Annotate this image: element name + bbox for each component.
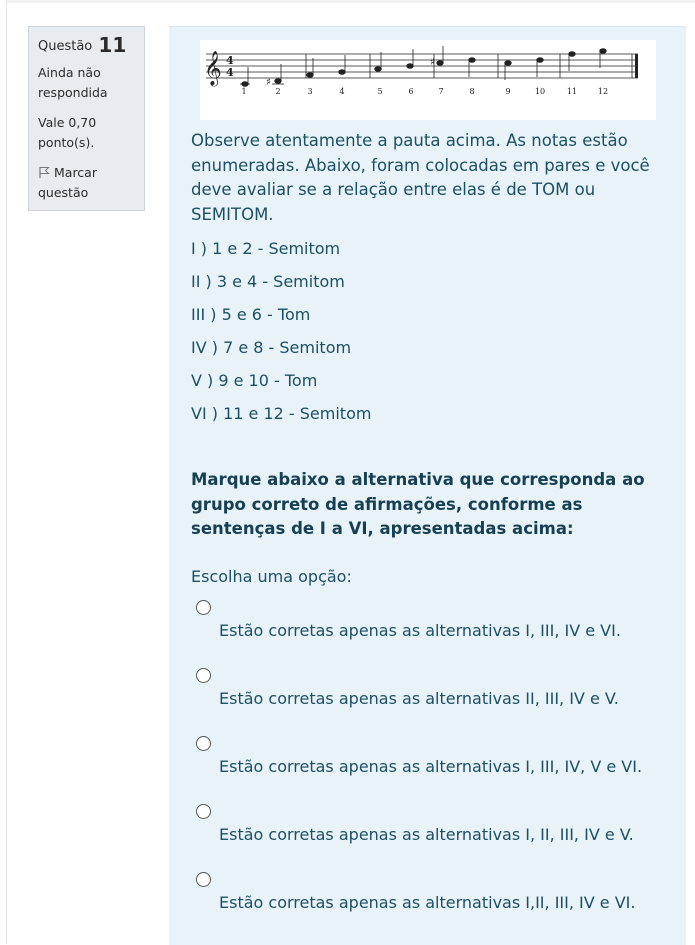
statement-item: II ) 3 e 4 - Semitom bbox=[191, 272, 345, 291]
sharp-accidental-1: ♯ bbox=[266, 77, 271, 88]
question-grade: Vale 0,70 ponto(s). bbox=[38, 115, 97, 150]
note-number: 8 bbox=[469, 87, 475, 96]
question-number-value: 11 bbox=[98, 33, 127, 57]
music-staff bbox=[200, 40, 656, 120]
question-state: Ainda não respondida bbox=[38, 65, 108, 100]
note-2 bbox=[275, 79, 282, 84]
question-info-panel bbox=[28, 26, 145, 211]
question-number bbox=[38, 35, 135, 57]
question-content bbox=[169, 26, 686, 945]
answer-option[interactable] bbox=[191, 803, 671, 871]
note-number: 9 bbox=[505, 87, 511, 96]
answer-option[interactable] bbox=[191, 667, 671, 735]
note-number: 3 bbox=[307, 87, 313, 96]
answer-options bbox=[191, 599, 671, 939]
option-label[interactable]: Estão corretas apenas as alternativas II, III, IV e V. bbox=[219, 689, 619, 708]
note-5 bbox=[375, 67, 382, 72]
note-1 bbox=[242, 82, 249, 87]
choose-option-label: Escolha uma opção: bbox=[191, 567, 352, 586]
note-7 bbox=[437, 61, 444, 66]
time-signature-bottom: 4 bbox=[226, 66, 234, 79]
music-staff-image bbox=[200, 40, 656, 120]
option-label[interactable]: Estão corretas apenas as alternativas I,II, III, IV e VI. bbox=[219, 893, 636, 912]
note-8 bbox=[469, 58, 476, 63]
note-number: 11 bbox=[566, 87, 578, 96]
radio-button-d[interactable] bbox=[196, 804, 211, 819]
note-10 bbox=[537, 58, 544, 63]
flag-question-link[interactable] bbox=[38, 163, 135, 203]
statement-item: V ) 9 e 10 - Tom bbox=[191, 371, 318, 390]
option-label[interactable]: Estão corretas apenas as alternativas I, III, IV e VI. bbox=[219, 621, 621, 640]
treble-clef-icon: 𝄞 bbox=[204, 51, 222, 86]
final-barline bbox=[635, 54, 638, 78]
statement-item: VI ) 11 e 12 - Semitom bbox=[191, 404, 372, 423]
statement-item: IV ) 7 e 8 - Semitom bbox=[191, 338, 352, 357]
question-text: Observe atentamente a pauta acima. As notas estão enumeradas. Abaixo, foram colocadas em pares e você deve avaliar se a relação entre elas é de TOM ou SEMITOM. bbox=[191, 131, 650, 224]
option-label[interactable]: Estão corretas apenas as alternativas I, III, IV, V e VI. bbox=[219, 757, 643, 776]
time-signature-top: 4 bbox=[226, 54, 234, 67]
note-number: 5 bbox=[377, 87, 383, 96]
note-number: 4 bbox=[339, 87, 345, 96]
statement-list bbox=[191, 237, 371, 435]
question-prompt: Marque abaixo a alternativa que corresponda ao grupo correto de afirmações, conforme as sentenças de I a VI, apresentadas acima: bbox=[191, 470, 645, 538]
note-3 bbox=[307, 73, 314, 78]
question-label: Questão bbox=[38, 39, 93, 54]
radio-button-a[interactable] bbox=[196, 600, 211, 615]
statement-item: III ) 5 e 6 - Tom bbox=[191, 305, 311, 324]
note-number: 6 bbox=[408, 87, 414, 96]
note-number: 10 bbox=[534, 87, 546, 96]
note-4 bbox=[339, 70, 346, 75]
radio-button-e[interactable] bbox=[196, 872, 211, 887]
answer-option[interactable] bbox=[191, 735, 671, 803]
note-number: 1 bbox=[241, 87, 247, 96]
answer-option[interactable] bbox=[191, 871, 671, 939]
note-number: 12 bbox=[597, 87, 609, 96]
flag-label: Marcar questão bbox=[38, 165, 97, 200]
sharp-accidental-2: ♯ bbox=[430, 57, 435, 68]
note-6 bbox=[407, 64, 414, 69]
option-label[interactable]: Estão corretas apenas as alternativas I, II, III, IV e V. bbox=[219, 825, 634, 844]
answer-option[interactable] bbox=[191, 599, 671, 667]
statement-item: I ) 1 e 2 - Semitom bbox=[191, 239, 341, 258]
flag-icon bbox=[38, 166, 50, 178]
note-9 bbox=[505, 61, 512, 66]
note-11 bbox=[569, 52, 576, 57]
note-number: 2 bbox=[275, 87, 281, 96]
radio-button-b[interactable] bbox=[196, 668, 211, 683]
radio-button-c[interactable] bbox=[196, 736, 211, 751]
note-number: 7 bbox=[438, 87, 444, 96]
note-12 bbox=[600, 49, 607, 54]
